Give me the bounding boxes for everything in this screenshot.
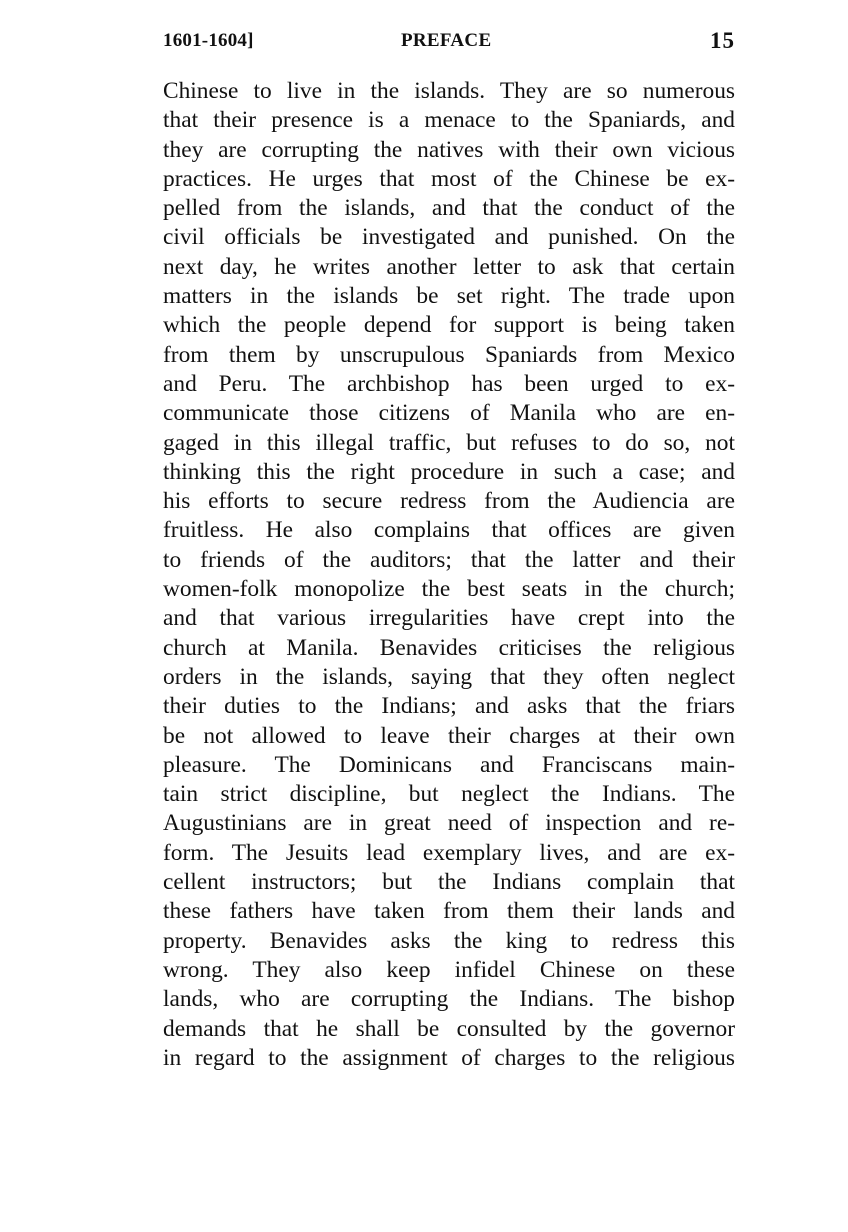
text-line: wrong. They also keep infidel Chinese on these (163, 956, 735, 983)
text-line: to friends of the auditors; that the latter and their (163, 546, 735, 573)
text-line: their duties to the Indians; and asks that the friars (163, 693, 735, 720)
page-number: 15 (710, 28, 735, 53)
text-line: matters in the islands be set right. The trade upon (163, 283, 735, 310)
text-line: Chinese to live in the islands. They are so numerous (163, 78, 735, 104)
text-line: fruitless. He also complains that offices are given (163, 517, 735, 544)
text-line: cellent instructors; but the Indians complain that (163, 869, 735, 896)
text-line: practices. He urges that most of the Chinese be ex- (163, 165, 735, 192)
text-line: Augustinians are in great need of inspection and re- (163, 810, 735, 837)
text-line: they are corrupting the natives with their own vicious (163, 136, 735, 163)
text-line: tain strict discipline, but neglect the Indians. The (163, 781, 735, 808)
text-line: be not allowed to leave their charges at their own (163, 722, 735, 749)
text-line: church at Manila. Benavides criticises the religious (163, 634, 735, 661)
text-line: women-folk monopolize the best seats in the church; (163, 576, 735, 603)
text-line: civil officials be investigated and punished. On the (163, 224, 735, 251)
text-line: pleasure. The Dominicans and Franciscans main- (163, 751, 735, 778)
text-line: in regard to the assignment of charges to the religious (163, 1044, 735, 1071)
running-title: PREFACE (401, 30, 492, 51)
text-line: next day, he writes another letter to ask that certain (163, 253, 735, 280)
text-line: demands that he shall be consulted by the governor (163, 1015, 735, 1042)
text-line: communicate those citizens of Manila who are en- (163, 400, 735, 427)
text-line: lands, who are corrupting the Indians. The bishop (163, 986, 735, 1013)
text-line: and Peru. The archbishop has been urged to ex- (163, 370, 735, 397)
text-line: form. The Jesuits lead exemplary lives, and are ex- (163, 839, 735, 866)
text-line: from them by unscrupulous Spaniards from Mexico (163, 341, 735, 368)
text-line: pelled from the islands, and that the conduct of the (163, 195, 735, 222)
text-line: which the people depend for support is being taken (163, 312, 735, 339)
text-line: these fathers have taken from them their lands and (163, 898, 735, 925)
body-paragraph (163, 77, 735, 1073)
text-line: thinking this the right procedure in such a case; and (163, 458, 735, 485)
running-head (163, 30, 735, 54)
text-line: gaged in this illegal traffic, but refuses to do so, not (163, 429, 735, 456)
text-line: orders in the islands, saying that they often neglect (163, 663, 735, 690)
text-line: and that various irregularities have crept into the (163, 605, 735, 632)
date-range: 1601-1604] (163, 30, 254, 51)
text-line: that their presence is a menace to the Spaniards, and (163, 107, 735, 134)
text-line: property. Benavides asks the king to redress this (163, 927, 735, 954)
text-line: his efforts to secure redress from the Audiencia are (163, 488, 735, 515)
